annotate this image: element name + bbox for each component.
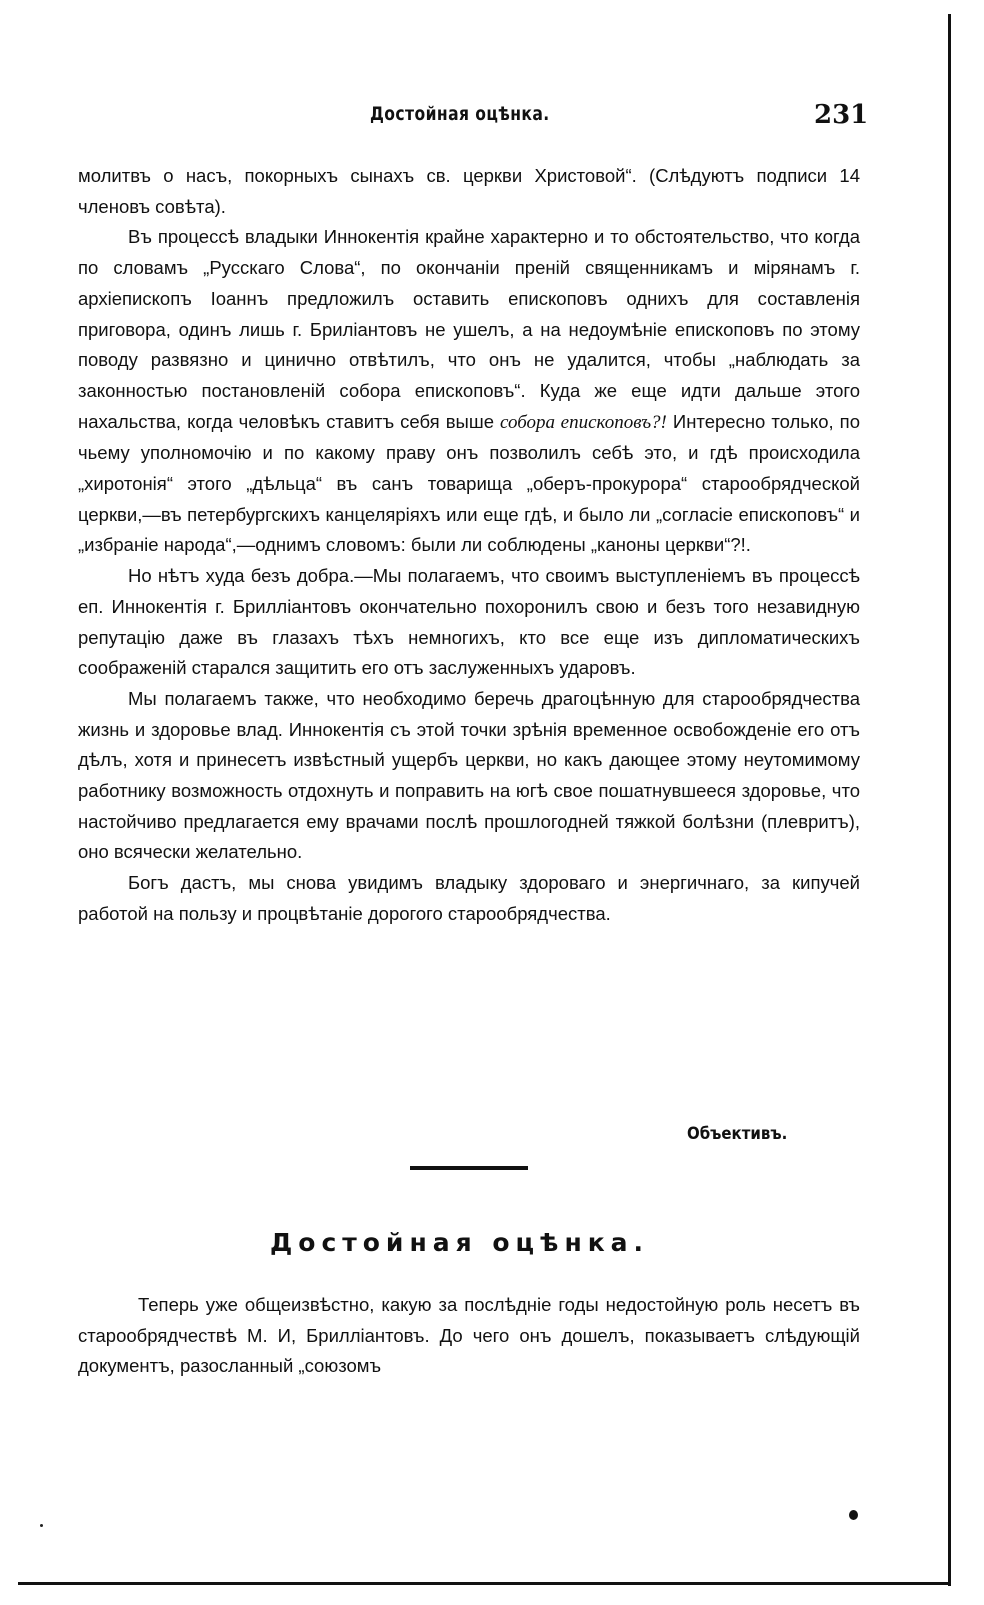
article-body <box>78 161 860 930</box>
ink-speck-mark <box>40 1524 43 1527</box>
page-number: 231 <box>814 100 869 130</box>
paragraph-1: молитвъ о насъ, покорныхъ сынахъ св. церкви Христовой“. (Слѣдуютъ подписи 14 членовъ совѣта). <box>78 165 860 217</box>
ink-dot-mark <box>849 1510 858 1520</box>
paragraph-3: Но нѣтъ худа безъ добра.—Мы полагаемъ, что своимъ выступленіемъ въ процессѣ еп. Иннокентія г. Брилліантовъ окончательно похоронилъ свою и безъ того незавидную репутацію даже въ глазахъ тѣхъ немногихъ, кто все еще изъ дипломатическихъ соображеній старался защитить его отъ заслуженныхъ ударовъ. <box>78 565 860 679</box>
section-paragraph: Теперь уже общеизвѣстно, какую за послѣдніе годы недостойную роль несетъ въ старообрядчествѣ М. И, Брилліантовъ. До чего онъ дошелъ, показываетъ слѣдующій документъ, разосланный „союзомъ <box>78 1294 860 1377</box>
section-title: Достойная оцѣнка. <box>270 1228 650 1257</box>
page-edge-bottom <box>18 1582 951 1585</box>
paragraph-2 <box>78 222 860 561</box>
paragraph-2-continuation: Интересно только, по чьему уполномочію и по какому праву онъ позволилъ себѣ это, и гдѣ происходила „хиротонія“ этого „дѣльца“ въ санъ товарища „оберъ-прокурора“ старообрядческой церкви,—въ петербургскихъ канцеляріяхъ или еще гдѣ, и было ли „согласіе епископовъ“ и „избраніе народа“,—однимъ словомъ: были ли соблюдены „каноны церкви“?!. <box>78 410 860 556</box>
paragraph-4: Мы полагаемъ также, что необходимо беречь драгоцѣнную для старообрядчества жизнь и здоровье влад. Иннокентія съ этой точки зрѣнія временное освобожденіе его отъ дѣлъ, хотя и принесетъ извѣстный ущербъ церкви, но какъ дающее этому неутомимому работнику возможность отдохнуть и поправить на югѣ свое пошатнувшееся здоровье, что настойчиво предлагается ему врачами послѣ прошлогодней тяжкой болѣзни (плевритъ), оно всячески желательно. <box>78 687 860 863</box>
page-edge-right <box>948 14 951 1586</box>
paragraph-2-text: Въ процессѣ владыки Иннокентія крайне характерно и то обстоятельство, что когда по словамъ „Русскаго Слова“, по окончаніи преній священникамъ и мірянамъ г. архіепископъ Іоаннъ предложилъ оставить епископовъ однихъ для составленія приговора, одинъ лишь г. Бриліантовъ не ушелъ, а на недоумѣніе епископовъ по этому поводу развязно и цинично отвѣтилъ, что онъ не удалится, чтобы „наблюдать за законностью постановленій собора епископовъ“. Куда же еще идти дальше этого нахальства, когда человѣкъ ставитъ себя выше <box>78 226 860 432</box>
section-body <box>78 1290 860 1382</box>
section-divider <box>410 1166 528 1170</box>
article-signature: Объективъ. <box>687 1124 788 1144</box>
italic-phrase: собора епископовъ?! <box>500 411 667 433</box>
paragraph-5: Богъ дастъ, мы снова увидимъ владыку здороваго и энергичнаго, за кипучей работой на пользу и процвѣтаніе дорогого старообрядчества. <box>78 872 860 924</box>
running-title: Достойная оцѣнка. <box>370 103 550 125</box>
